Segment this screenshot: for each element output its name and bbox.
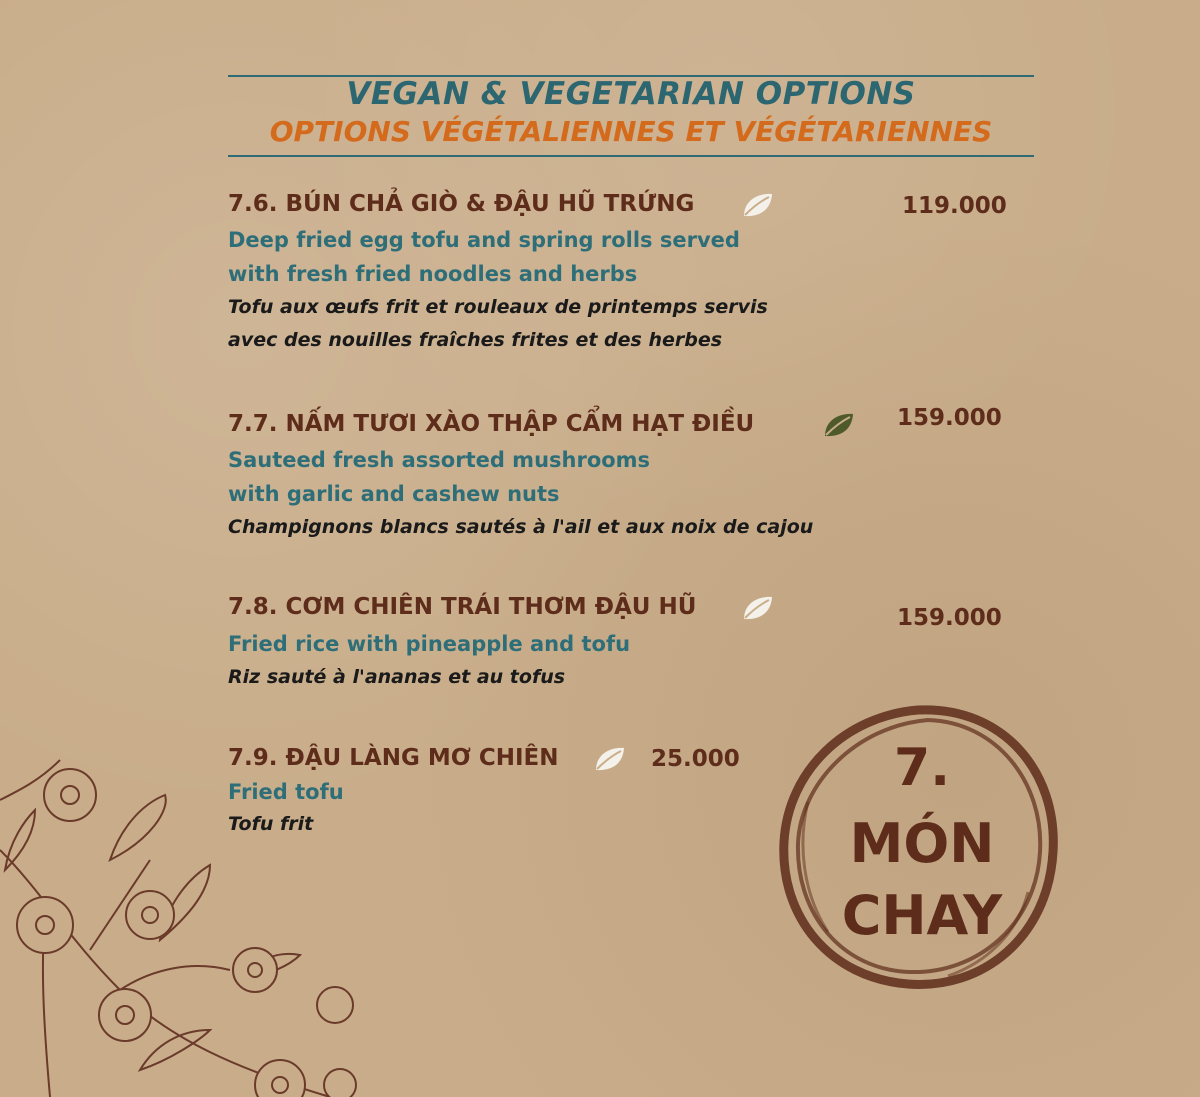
item-7-7-price: 159.000	[897, 405, 1002, 431]
white-leaf-icon	[593, 745, 627, 773]
item-7-6-desc-en-line1: Deep fried egg tofu and spring rolls served	[228, 228, 740, 252]
item-7-7-name: 7.7. NẤM TƯƠI XÀO THẬP CẨM HẠT ĐIỀU	[228, 411, 755, 437]
item-7-9-price: 25.000	[651, 746, 740, 772]
item-7-6-name: 7.6. BÚN CHẢ GIÒ & ĐẬU HŨ TRỨNG	[228, 191, 695, 217]
item-7-7-desc-en-line2: with garlic and cashew nuts	[228, 482, 560, 506]
item-7-8-price: 159.000	[897, 605, 1002, 631]
item-7-8-desc-fr-line1: Riz sauté à l'ananas et au tofus	[228, 666, 566, 688]
item-7-8-name: 7.8. CƠM CHIÊN TRÁI THƠM ĐẬU HŨ	[228, 594, 697, 620]
item-7-6-desc-fr-line1: Tofu aux œufs frit et rouleaux de printemps servis	[228, 296, 768, 318]
green-leaf-icon	[822, 411, 856, 439]
stamp-line-chay: CHAY	[841, 884, 1003, 947]
item-7-6-desc-en-line2: with fresh fried noodles and herbs	[228, 262, 638, 286]
item-7-6-desc-fr-line2: avec des nouilles fraîches frites et des herbes	[228, 329, 723, 351]
item-7-8-desc-en-line1: Fried rice with pineapple and tofu	[228, 632, 631, 656]
item-7-6-price: 119.000	[902, 193, 1007, 219]
item-7-9-desc-fr-line1: Tofu frit	[228, 813, 314, 835]
white-leaf-icon	[741, 594, 775, 622]
section-title-en: VEGAN & VEGETARIAN OPTIONS	[346, 76, 916, 112]
item-7-7-desc-fr-line1: Champignons blancs sautés à l'ail et aux noix de cajou	[228, 516, 814, 538]
stamp-number: 7.	[894, 738, 950, 798]
item-7-7-desc-en-line1: Sauteed fresh assorted mushrooms	[228, 448, 651, 472]
blossom-branch-illustration	[0, 740, 380, 1097]
stamp-line-mon: MÓN	[849, 812, 995, 875]
header-bottom-rule	[228, 155, 1034, 157]
section-title-fr: OPTIONS VÉGÉTALIENNES ET VÉGÉTARIENNES	[269, 115, 993, 148]
white-leaf-icon	[741, 191, 775, 219]
item-7-9-name: 7.9. ĐẬU LÀNG MƠ CHIÊN	[228, 745, 559, 771]
item-7-9-desc-en-line1: Fried tofu	[228, 780, 344, 804]
